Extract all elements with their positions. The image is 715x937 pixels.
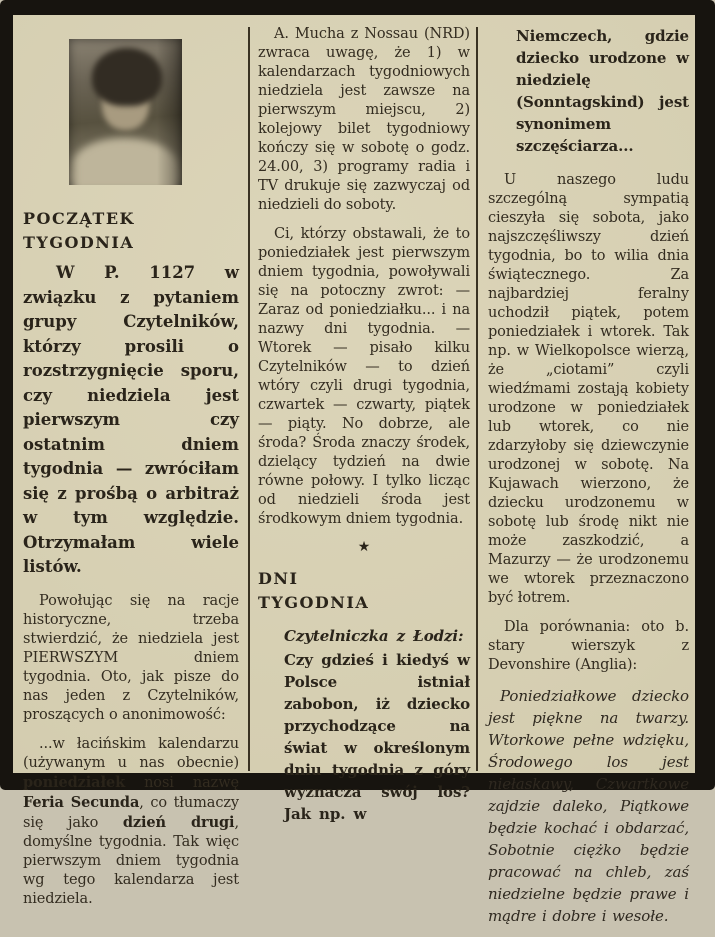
photo-hair-shape xyxy=(92,48,162,106)
paragraph-reader-quote xyxy=(23,735,239,909)
question-text: Czy gdzieś i kiedyś w Polsce istniał zabobon, iż dziecko przychodzące na świat w określonym dniu tygodnia z góry wyznacza swój los? Jak np. w xyxy=(284,651,470,823)
section-heading-dni-tygodnia xyxy=(258,567,470,615)
column-divider-left xyxy=(248,27,250,771)
paragraph: Ci, którzy obstawali, że to poniedziałek jest pierwszym dniem tygodnia, powoływali się na potoczny zwrot: — Zaraz od poniedziałku... i na nazwy dni tygodnia. — Wtorek — pisało kilku Czytelników — to dzień wtóry czyli drugi tygodnia, czwartek — czwarty, piątek — piąty. No dobrze, ale środa? Środa znaczy środek, dzielący tydzień na dwie równe połowy. I tylko licząc od niedzieli środa jest środkowym dniem tygodnia. xyxy=(258,226,470,527)
text-run: , domyślne tygodnia. Tak więc pierwszym dniem tygodnia wg tego kalendarza jest niedziela. xyxy=(23,814,239,907)
left-column xyxy=(23,33,239,919)
text-run-bold: Feria Secunda xyxy=(23,793,140,811)
text-run-bold: dzień drugi xyxy=(122,813,235,831)
photo-shadow xyxy=(157,39,182,185)
column-divider-right xyxy=(476,27,478,771)
portrait-photo xyxy=(69,39,182,185)
reader-question-block xyxy=(284,625,470,825)
question-continuation-bold: Niemczech, gdzie dziecko urodzone w niedzielę (Sonntagskind) jest synonimem szczęściarza... xyxy=(516,27,689,155)
heading-line: POCZĄTEK xyxy=(23,209,135,228)
text-run: nosi nazwę xyxy=(125,774,239,791)
question-author: Czytelniczka z Łodzi: xyxy=(284,627,464,645)
right-column xyxy=(488,25,689,937)
heading-line: TYGODNIA xyxy=(258,593,370,612)
paragraph: Dla porównania: oto b. stary wierszyk z Devonshire (Anglia): xyxy=(488,619,689,673)
heading-line: TYGODNIA xyxy=(23,233,135,252)
middle-column xyxy=(258,25,470,827)
paragraph: Powołując się na racje historyczne, trzeba stwierdzić, że niedziela jest PIERWSZYM dniem tygodnia. Oto, jak pisze do nas jeden z Czytelników, proszących o anonimowość: xyxy=(23,592,239,723)
star-separator-icon: ★ xyxy=(357,539,371,555)
paragraph: A. Mucha z Nossau (NRD) zwraca uwagę, że 1) w kalendarzach tygodniowych niedziela jest zawsze na pierwszym miejscu, 2) kolejowy bilet tygodniowy kończy się w sobotę o godz. 24.00, 3) programy radia i TV drukuje się zazwyczaj od niedzieli do soboty. xyxy=(258,26,470,213)
paragraph: U naszego ludu szczególną sympatią cieszyła się sobota, jako najszczęśliwszy dzień tygodnia, bo to wilia dnia świątecznego. Za najbardziej feralny uchodził piątek, potem poniedziałek i wtorek. Tak np. w Wielkopolsce wierzą, że „ciotami” czyli wiedźmami zostają kobiety urodzone w poniedziałek lub wtorek, co nie zdarzyłoby się dziewczynie urodzonej w sobotę. Na Kujawach wierzono, że dziecku urodzonemu w sobotę lub środę nikt nie może zaszkodzić, a Mazurzy — że urodzonemu we wtorek przeznaczono być łotrem. xyxy=(488,172,689,606)
text-run-bold: poniedziałek xyxy=(23,773,126,791)
text-run: ...w łacińskim kalendarzu (używanym u nas obecnie) xyxy=(23,735,239,771)
section-heading-poczatek-tygodnia xyxy=(23,207,239,255)
poem-italic: Poniedziałkowe dziecko jest piękne na twarzy. Wtorkowe pełne wdzięku, Środowego los jest niełaskawy, Czwartkowe zajdzie daleko, Piątkowe będzie kochać i obdarzać, Sobotnie ciężko będzie pracować na chleb, zaś niedzielne będzie prawe i mądre i dobre i wesołe. xyxy=(488,687,689,925)
paper-area xyxy=(13,15,695,925)
text-run: , co tłumaczy się jako xyxy=(23,794,239,831)
heading-line: DNI xyxy=(258,569,299,588)
paragraph-intro-bold: W P. 1127 w związku z pytaniem grupy Czytelników, którzy prosili o rozstrzygnięcie sporu, czy niedziela jest pierwszym czy ostatnim dniem tygodnia — zwróciłam się z prośbą o arbitraż w tym względzie. Otrzymałam wiele listów. xyxy=(23,263,239,576)
